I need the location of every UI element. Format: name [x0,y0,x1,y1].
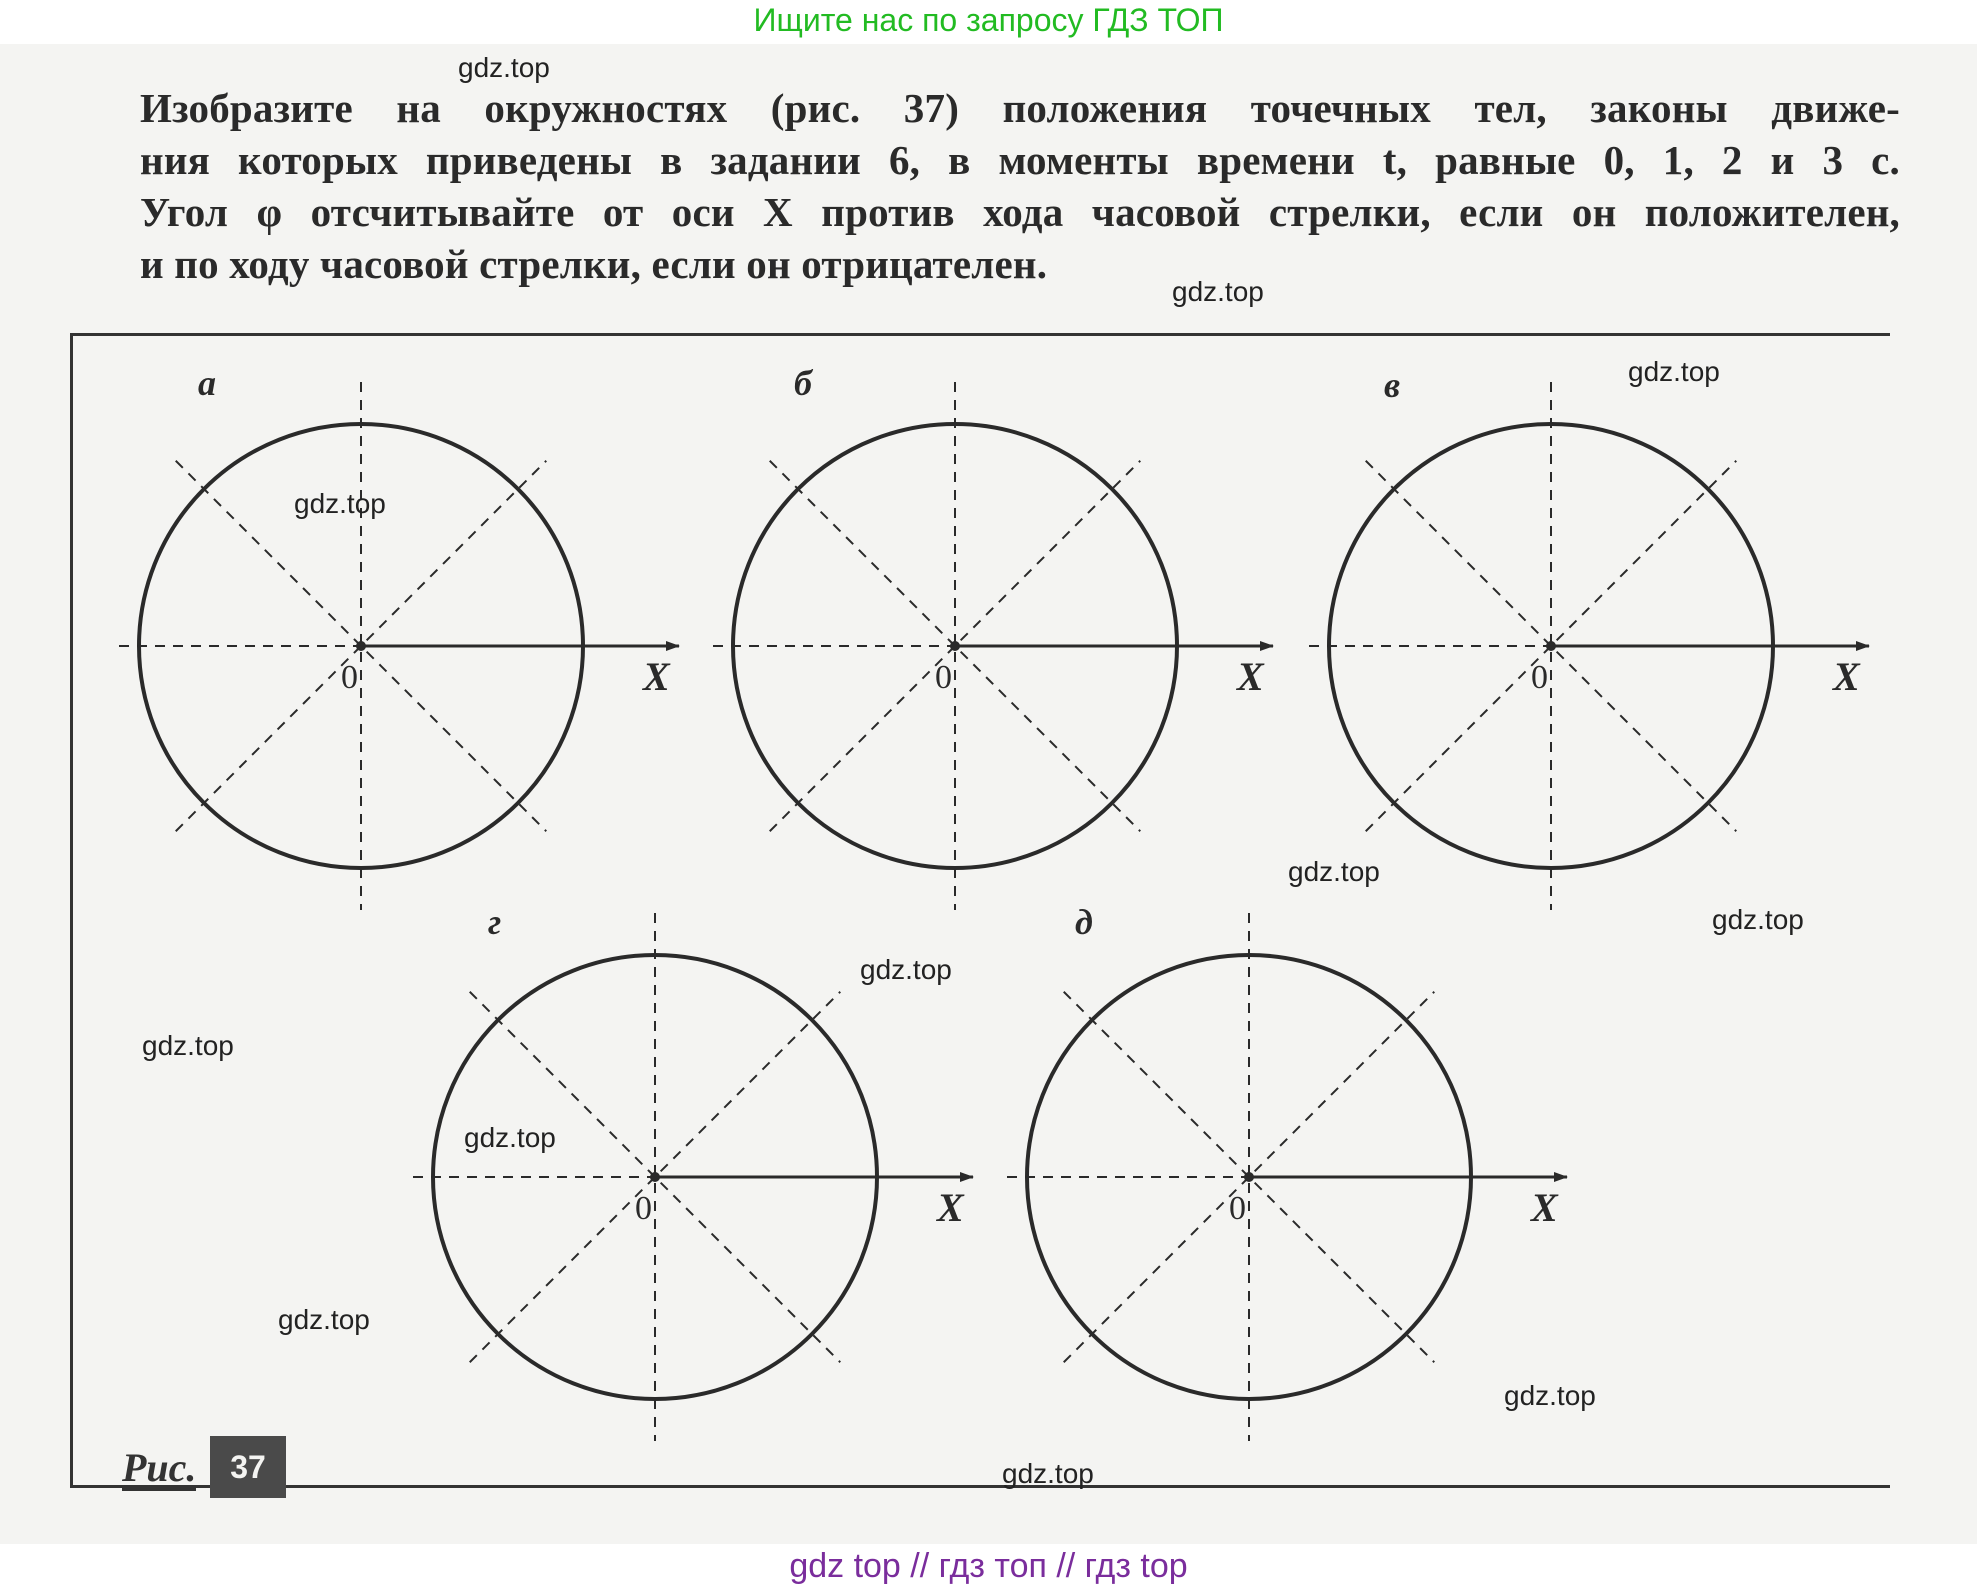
bottom-banner[interactable]: gdz top // гдз топ // гдз top [789,1547,1188,1585]
circle-diagram-1 [119,363,679,910]
x-axis-label: X [643,654,670,699]
watermark: gdz.top [1172,276,1264,307]
circle-letter-label: г [488,902,502,942]
x-axis-label: X [1531,1185,1558,1230]
circle-diagram-2 [713,363,1273,910]
watermark: gdz.top [142,1030,234,1061]
watermark: gdz.top [464,1122,556,1153]
circle-letter-label: д [1075,902,1093,942]
task-line-2: ния которых приведены в задании 6, в моменты времени t, равные 0, 1, 2 и 3 с. [140,137,1900,183]
x-axis-label: X [1833,654,1860,699]
origin-label: 0 [1229,1190,1246,1227]
watermark: gdz.top [294,488,386,519]
origin-label: 0 [635,1190,652,1227]
circle-diagram-3 [1309,365,1869,910]
watermark: gdz.top [1504,1380,1596,1411]
origin-label: 0 [935,659,952,696]
watermark: gdz.top [1002,1458,1094,1489]
figure-caption-number: 37 [210,1436,286,1498]
task-line-4: и по ходу часовой стрелки, если он отрицателен. [140,241,1048,287]
circle-letter-label: б [794,363,812,403]
circle-letter-label: в [1384,365,1401,405]
circle-letter-label: а [198,363,216,403]
watermark: gdz.top [1288,856,1380,887]
x-axis-label: X [1237,654,1264,699]
task-line-3: Угол φ отсчитывайте от оси X против хода часовой стрелки, если он положителен, [140,189,1900,235]
x-axis-label: X [937,1185,964,1230]
top-banner[interactable]: Ищите нас по запросу ГДЗ ТОП [753,2,1224,38]
origin-label: 0 [1531,659,1548,696]
watermark: gdz.top [278,1304,370,1335]
task-line-1: Изобразите на окружностях (рис. 37) положения точечных тел, законы движе- [140,85,1900,131]
watermark: gdz.top [1712,904,1804,935]
center-point [1244,1172,1254,1182]
center-point [1546,641,1556,651]
center-point [356,641,366,651]
watermark: gdz.top [458,52,550,83]
center-point [650,1172,660,1182]
circle-diagram-5 [1007,902,1567,1441]
center-point [950,641,960,651]
watermark: gdz.top [860,954,952,985]
figure-caption-label: Рис. [122,1445,197,1490]
origin-label: 0 [341,659,358,696]
watermark: gdz.top [1628,356,1720,387]
